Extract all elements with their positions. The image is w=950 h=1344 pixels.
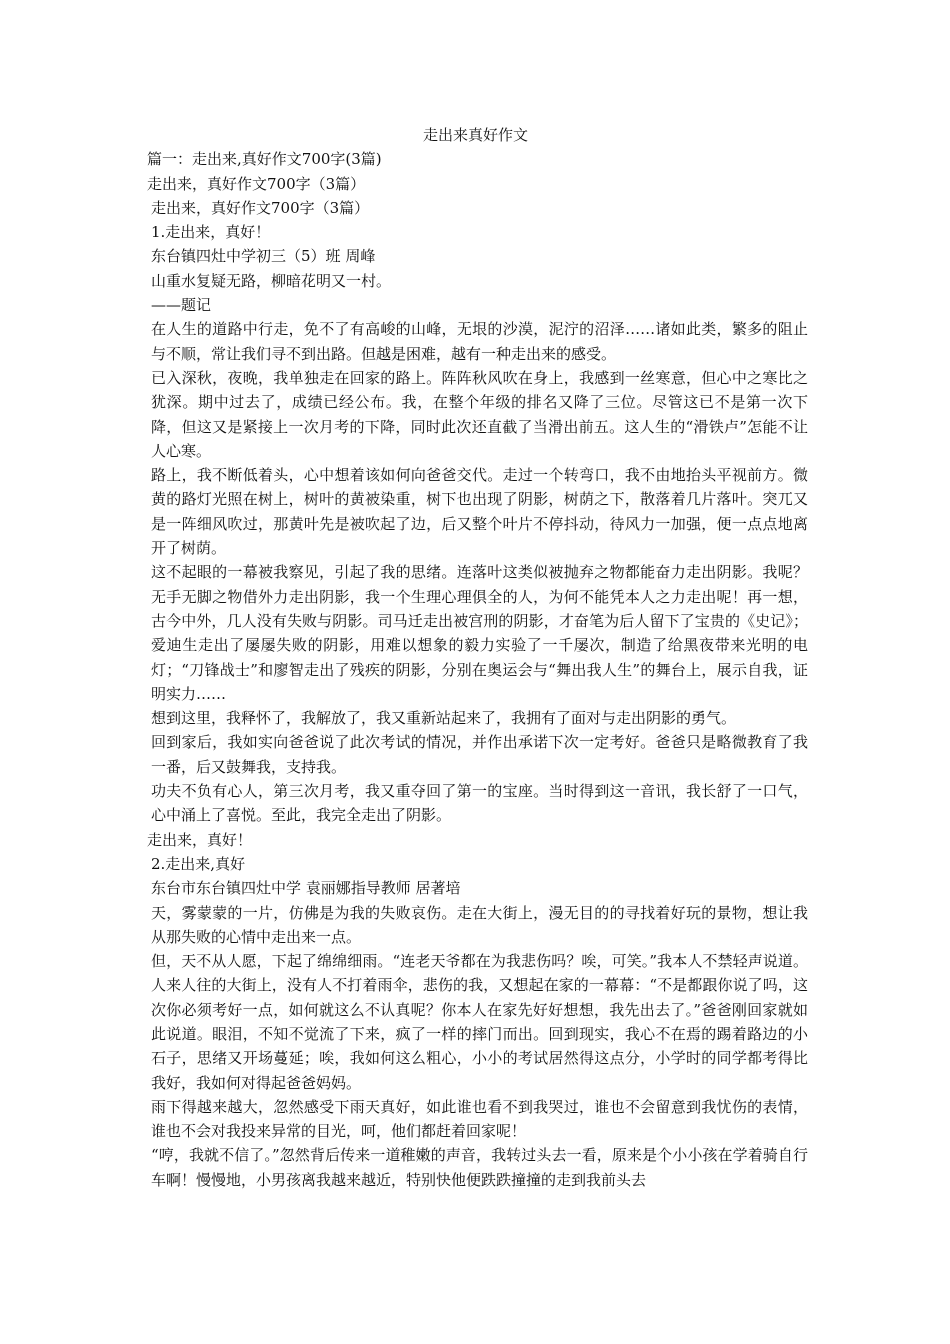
document-title: 走出来真好作文 xyxy=(422,126,528,144)
paragraph: 已入深秋，夜晚，我单独走在回家的路上。阵阵秋风吹在身上，我感到一丝寒意，但心中之寒比之犹深。期中过去了，成绩已经公布。我，在整个年级的排名又降了三位。尽管这已不是第一次下降，但这又是紧接上一次月考的下降，同时此次还直截了当滑出前五。这人生的“滑铁卢”怎能不让人心寒。 xyxy=(151,368,808,460)
essay-heading: 走出来，真好作文700字（3篇） xyxy=(151,198,370,217)
epigraph: 山重水复疑无路，柳暗花明又一村。 xyxy=(151,271,392,290)
paragraph: 想到这里，我释怀了，我解放了，我又重新站起来了，我拥有了面对与走出阴影的勇气。 xyxy=(151,709,737,728)
essay-title: 1.走出来，真好！ xyxy=(151,223,271,242)
essay-title: 2.走出来,真好 xyxy=(151,854,246,873)
epigraph-source: ——题记 xyxy=(151,296,212,315)
essay-heading: 走出来，真好作文700字（3篇） xyxy=(147,174,366,193)
paragraph: 功夫不负有心人，第三次月考，我又重夺回了第一的宝座。当时得到这一音讯，我长舒了一口气，心中涌上了喜悦。至此，我完全走出了阴影。 xyxy=(151,782,808,825)
paragraph: 但，天不从人愿，下起了绵绵细雨。“连老天爷都在为我悲伤吗？唉，可笑。”我本人不禁轻声说道。人来人往的大街上，没有人不打着雨伞，悲伤的我，又想起在家的一幕幕：“不是都跟你说了吗，这次你必须考好一点，如何就这么不认真呢？你本人在家先好好想想，我先出去了。”爸爸刚回家就如此说道。眼泪，不知不觉流了下来，疯了一样的摔门而出。回到现实，我心不在焉的踢着路边的小石子，思绪又开场蔓延；唉，我如何这么粗心，小小的考试居然得这点分，小学时的同学都考得比我好，我如何对得起爸爸妈妈。 xyxy=(151,952,808,1092)
paragraph: 在人生的道路中行走，免不了有高峻的山峰，无垠的沙漠，泥泞的沼泽……诸如此类，繁多的阻止与不顺，常让我们寻不到出路。但越是困难，越有一种走出来的感受。 xyxy=(151,320,808,363)
author-line: 东台镇四灶中学初三（5）班 周峰 xyxy=(151,247,376,266)
author-line: 东台市东台镇四灶中学 袁丽娜指导教师 居著培 xyxy=(151,879,461,898)
section-heading: 篇一：走出来,真好作文700字(3篇) xyxy=(147,150,382,169)
paragraph: 天，雾蒙蒙的一片，仿佛是为我的失败哀伤。走在大街上，漫无目的的寻找着好玩的景物，想让我从那失败的心情中走出来一点。 xyxy=(151,903,808,946)
paragraph: 走出来，真好！ xyxy=(147,830,253,849)
paragraph: “哼，我就不信了。”忽然背后传来一道稚嫩的声音，我转过头去一看，原来是个小小孩在学着骑自行车啊！慢慢地，小男孩离我越来越近，特别快他便跌跌撞撞的走到我前头去 xyxy=(151,1146,808,1189)
paragraph: 路上，我不断低着头，心中想着该如何向爸爸交代。走过一个转弯口，我不由地抬头平视前方。微黄的路灯光照在树上，树叶的黄被染重，树下也出现了阴影，树荫之下，散落着几片落叶。突兀又是一阵细风吹过，那黄叶先是被吹起了边，后又整个叶片不停抖动，待风力一加强，便一点点地离开了树荫。 xyxy=(151,466,808,558)
paragraph: 雨下得越来越大，忽然感受下雨天真好，如此谁也看不到我哭过，谁也不会留意到我忧伤的表情，谁也不会对我投来异常的目光，呵，他们都赶着回家呢！ xyxy=(151,1097,808,1141)
paragraph: 回到家后，我如实向爸爸说了此次考试的情况，并作出承诺下次一定考好。爸爸只是略微教育了我一番，后又鼓舞我，支持我。 xyxy=(151,733,808,776)
document-body xyxy=(143,123,808,1192)
paragraph: 这不起眼的一幕被我察见，引起了我的思绪。连落叶这类似被抛弃之物都能奋力走出阴影。我呢？无手无脚之物借外力走出阴影，我一个生理心理俱全的人，为何不能凭本人之力走出呢！再一想，古今中外，几人没有失败与阴影。司马迁走出被宫刑的阴影，才奋笔为后人留下了宝贵的《史记》；爱迪生走出了屡屡失败的阴影，用难以想象的毅力实验了一千屡次，制造了给黑夜带来光明的电灯；“刀锋战士”和廖智走出了残疾的阴影，分别在奥运会与“舞出我人生”的舞台上，展示自我，证明实力…… xyxy=(151,563,808,703)
